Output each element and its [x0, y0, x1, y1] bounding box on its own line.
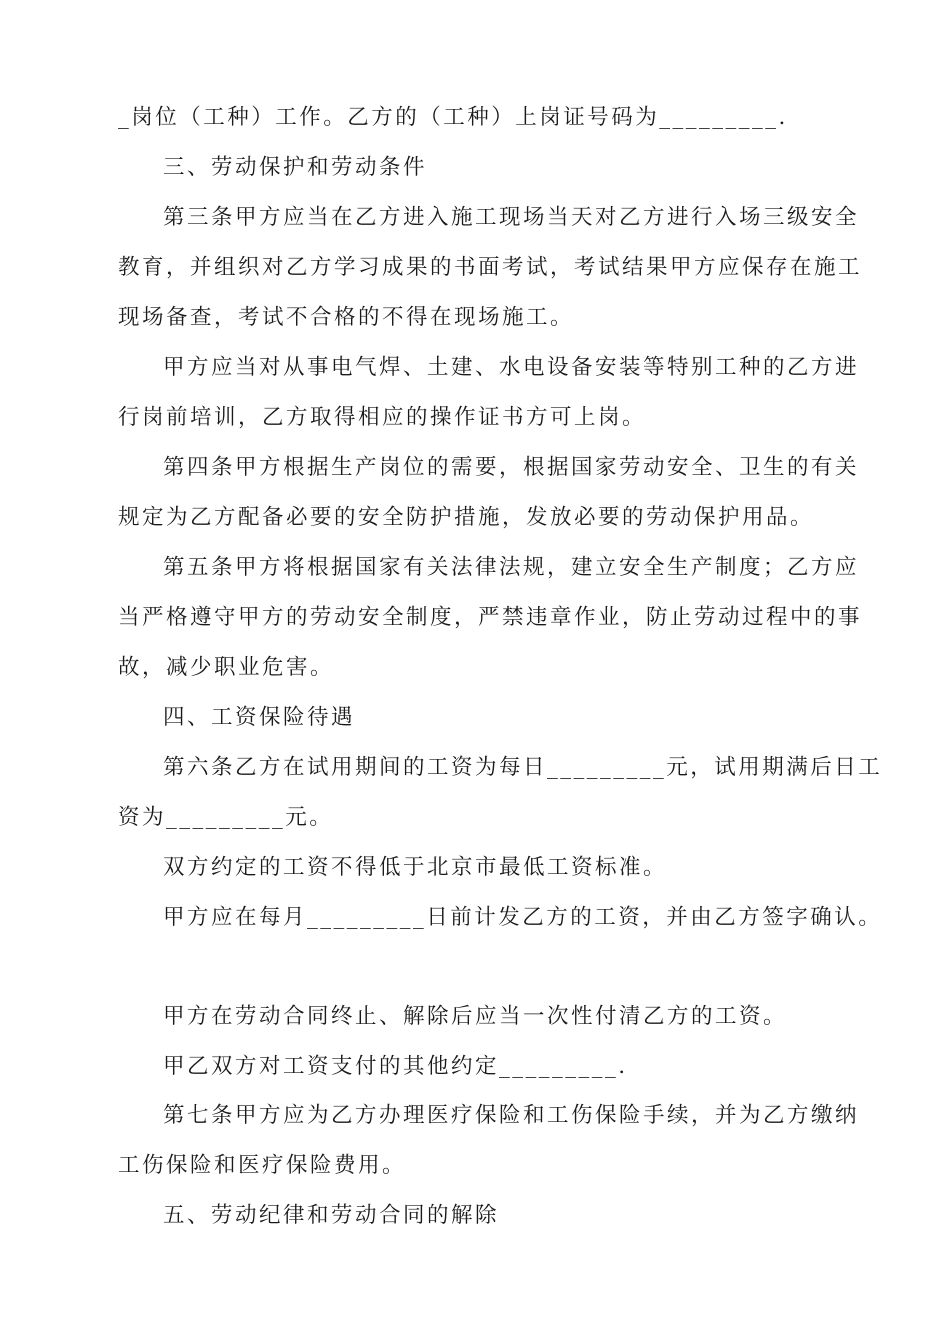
text-line-11: 当严格遵守甲方的劳动安全制度，严禁违章作业，防止劳动过程中的事	[118, 605, 863, 630]
text-line-16: 双方约定的工资不得低于北京市最低工资标准。	[163, 855, 668, 880]
text-line-3: 第三条甲方应当在乙方进入施工现场当天对乙方进行入场三级安全	[163, 205, 860, 230]
text-line-19: 甲乙双方对工资支付的其他约定_________.	[163, 1054, 628, 1079]
text-line-20: 第七条甲方应为乙方办理医疗保险和工伤保险手续，并为乙方缴纳	[163, 1103, 860, 1128]
section-heading-4: 四、工资保险待遇	[163, 705, 356, 730]
text-line-14: 第六条乙方在试用期间的工资为每日_________元，试用期满后日工	[163, 755, 883, 780]
text-line-1: _岗位（工种）工作。乙方的（工种）上岗证号码为_________.	[118, 105, 788, 130]
text-line-6: 甲方应当对从事电气焊、土建、水电设备安装等特别工种的乙方进	[163, 355, 860, 380]
text-line-7: 行岗前培训，乙方取得相应的操作证书方可上岗。	[118, 405, 647, 430]
text-line-10: 第五条甲方将根据国家有关法律法规，建立安全生产制度；乙方应	[163, 555, 860, 580]
text-line-18: 甲方在劳动合同终止、解除后应当一次性付清乙方的工资。	[163, 1004, 788, 1029]
text-line-15: 资为_________元。	[118, 805, 334, 830]
text-line-9: 规定为乙方配备必要的安全防护措施，发放必要的劳动保护用品。	[118, 505, 815, 530]
section-heading-3: 三、劳动保护和劳动条件	[163, 155, 428, 180]
text-line-4: 教育，并组织对乙方学习成果的书面考试，考试结果甲方应保存在施工	[118, 255, 863, 280]
text-line-12: 故，减少职业危害。	[118, 655, 335, 680]
text-line-21: 工伤保险和医疗保险费用。	[118, 1153, 407, 1178]
section-heading-5: 五、劳动纪律和劳动合同的解除	[163, 1203, 500, 1228]
text-line-5: 现场备查，考试不合格的不得在现场施工。	[118, 305, 575, 330]
text-line-17: 甲方应在每月_________日前计发乙方的工资，并由乙方签字确认。	[163, 905, 883, 930]
text-line-8: 第四条甲方根据生产岗位的需要，根据国家劳动安全、卫生的有关	[163, 455, 860, 480]
